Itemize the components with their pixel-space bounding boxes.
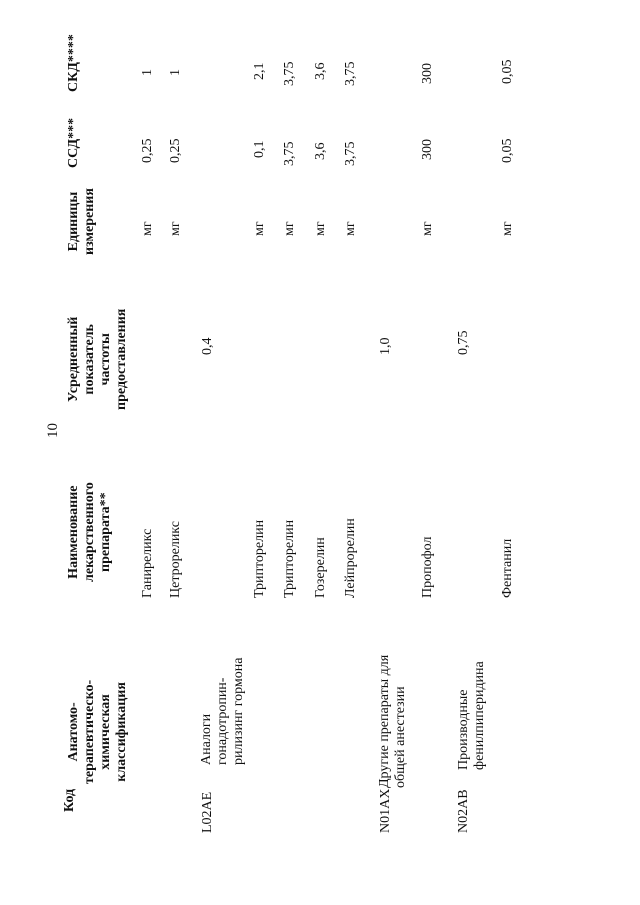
- group-atc: Производные фенилпиперидина: [456, 661, 487, 770]
- drug-unit: мг: [252, 221, 267, 236]
- header-code: Код: [62, 788, 77, 812]
- group-frequency: 1,0: [378, 337, 393, 355]
- drug-unit: мг: [282, 221, 297, 236]
- drug-unit: мг: [343, 221, 358, 236]
- header-freq: Усредненный показатель частоты предоставления: [66, 308, 129, 410]
- drug-unit: мг: [168, 221, 183, 236]
- drug-name: Пропофол: [420, 536, 435, 598]
- page-number: 10: [45, 423, 61, 438]
- drug-ssd: 0,05: [500, 138, 515, 163]
- drug-ssd: 3,6: [313, 142, 328, 160]
- drug-skd: 300: [420, 63, 435, 84]
- drug-unit: мг: [500, 221, 515, 236]
- header-skd: СКД****: [66, 34, 81, 92]
- header-unit: Единицы измерения: [66, 188, 97, 255]
- drug-name: Фентанил: [500, 538, 515, 598]
- drug-ssd: 3,75: [282, 141, 297, 166]
- drug-unit: мг: [313, 221, 328, 236]
- group-atc: Другие препараты для общей анестезии: [377, 654, 408, 788]
- drug-ssd: 0,25: [168, 138, 183, 163]
- drug-name: Трипторелин: [282, 519, 297, 598]
- header-atc: Анатомо- терапевтическо- химическая классификация: [66, 679, 129, 784]
- drug-skd: 1: [140, 69, 155, 76]
- drug-skd: 0,05: [500, 59, 515, 84]
- drug-unit: мг: [140, 221, 155, 236]
- drug-ssd: 0,25: [140, 138, 155, 163]
- drug-name: Лейпрорелин: [343, 518, 358, 598]
- drug-skd: 3,75: [343, 61, 358, 86]
- drug-name: Трипторелин: [252, 519, 267, 598]
- drug-name: Ганиреликс: [140, 528, 155, 598]
- drug-ssd: 3,75: [343, 141, 358, 166]
- drug-skd: 1: [168, 69, 183, 76]
- group-frequency: 0,4: [200, 337, 215, 355]
- drug-skd: 3,75: [282, 61, 297, 86]
- group-code: N01AX: [378, 788, 393, 833]
- group-frequency: 0,75: [456, 330, 471, 355]
- drug-skd: 2,1: [252, 62, 267, 80]
- header-ssd: ССД***: [66, 117, 81, 168]
- drug-ssd: 300: [420, 139, 435, 160]
- header-drug: Наименование лекарственного препарата**: [66, 482, 113, 582]
- drug-skd: 3,6: [313, 62, 328, 80]
- group-atc: Аналоги гонадотропин- рилизинг гормона: [199, 657, 246, 765]
- group-code: L02AE: [200, 791, 215, 833]
- drug-unit: мг: [420, 221, 435, 236]
- drug-name: Гозерелин: [313, 537, 328, 598]
- drug-ssd: 0,1: [252, 140, 267, 158]
- group-code: N02AB: [456, 789, 471, 833]
- drug-name: Цетрореликс: [168, 521, 183, 598]
